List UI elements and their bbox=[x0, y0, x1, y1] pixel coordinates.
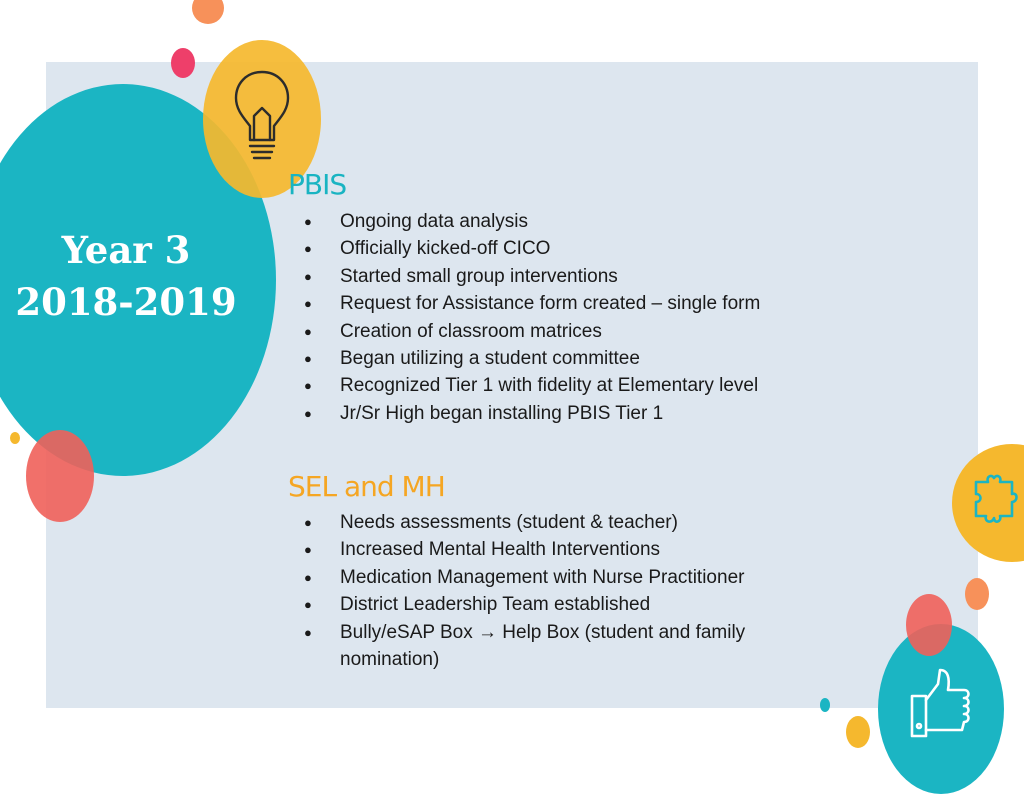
puzzle-icon bbox=[972, 472, 1018, 532]
section-title-pbis: PBIS bbox=[288, 168, 347, 201]
section-title-sel-mh: SEL and MH bbox=[288, 470, 445, 503]
list-item: ● Needs assessments (student & teacher) bbox=[300, 509, 860, 536]
list-item: ● Ongoing data analysis bbox=[300, 208, 860, 235]
lightbulb-icon bbox=[232, 68, 292, 168]
list-item: ● Jr/Sr High began installing PBIS Tier 1 bbox=[300, 400, 860, 427]
coral-dot-top bbox=[171, 48, 195, 78]
list-item: ● Began utilizing a student committee bbox=[300, 345, 860, 372]
teal-dot-bottom bbox=[820, 698, 830, 712]
orange-dot-right bbox=[965, 578, 989, 610]
year-range: 2018-2019 bbox=[15, 280, 237, 324]
list-item: ● Officially kicked-off CICO bbox=[300, 235, 860, 262]
list-item: ● Bully/eSAP Box → Help Box (student and family nomination) bbox=[300, 619, 810, 674]
list-item: ● Started small group interventions bbox=[300, 263, 860, 290]
list-item: ● Recognized Tier 1 with fidelity at Elementary level bbox=[300, 372, 860, 399]
coral-dot-left bbox=[26, 430, 94, 522]
list-item: ● Creation of classroom matrices bbox=[300, 318, 860, 345]
yellow-dot-bottom bbox=[846, 716, 870, 748]
year-label: Year 3 bbox=[61, 228, 191, 272]
list-item: ● Request for Assistance form created – single form bbox=[300, 290, 860, 317]
year-heading bbox=[0, 224, 252, 328]
orange-dot-top bbox=[192, 0, 224, 24]
sel-mh-list bbox=[300, 509, 860, 673]
pbis-list bbox=[300, 208, 860, 427]
yellow-dot-left bbox=[10, 432, 20, 444]
list-item: ● Increased Mental Health Interventions bbox=[300, 536, 860, 563]
list-item: ● Medication Management with Nurse Practitioner bbox=[300, 564, 860, 591]
coral-dot-right bbox=[906, 594, 952, 656]
list-item: ● District Leadership Team established bbox=[300, 591, 860, 618]
thumbs-up-icon bbox=[908, 666, 972, 742]
